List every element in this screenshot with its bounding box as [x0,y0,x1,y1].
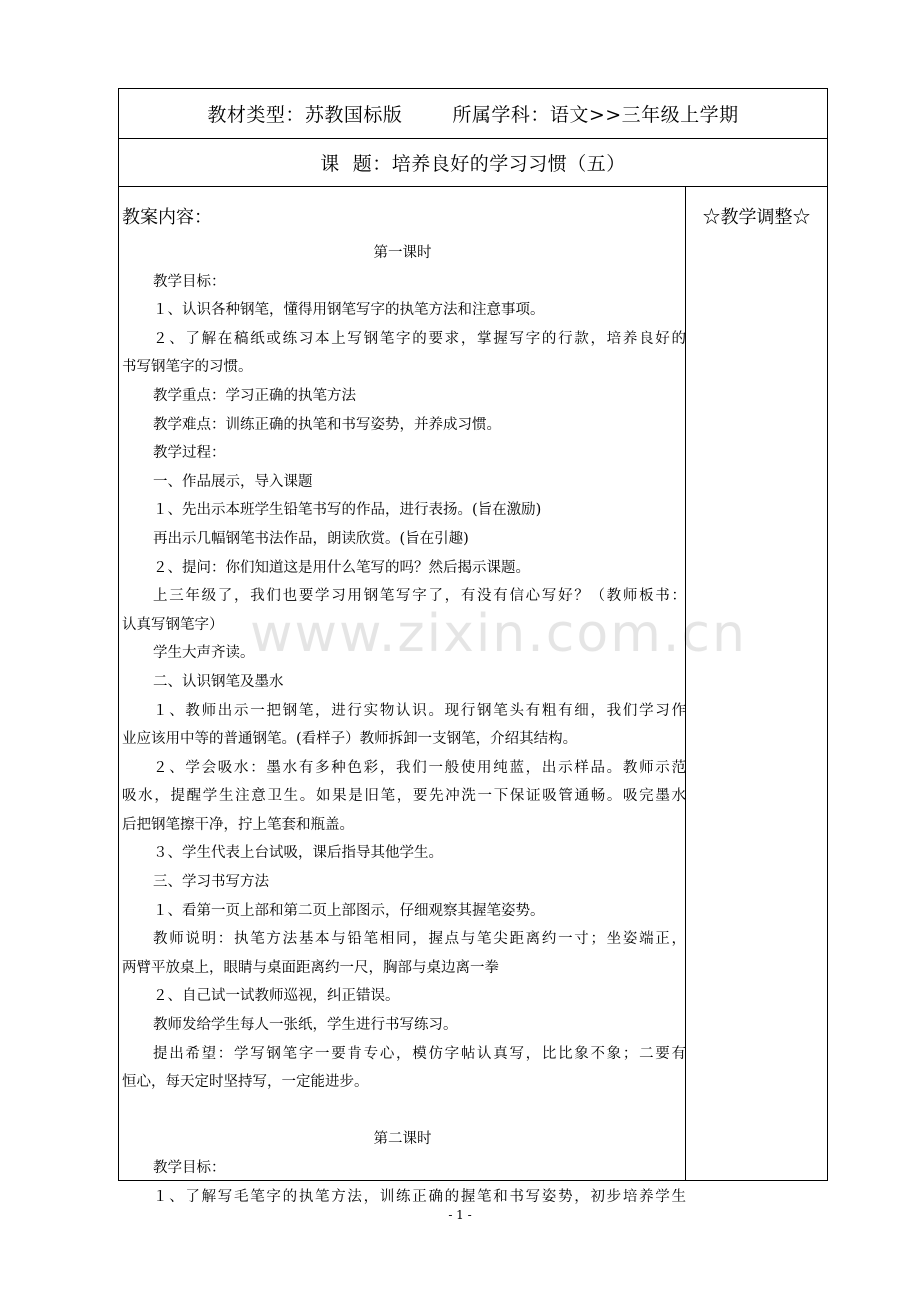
text-line: 教师发给学生每人一张纸，学生进行书写练习。 [153,1017,458,1034]
subject-label: 所属学科：语文>>三年级上学期 [452,104,739,126]
text-line: 教学重点：学习正确的执笔方法 [153,387,356,404]
text-line: ２、了解在稿纸或练习本上写钢笔字的要求，掌握写字的行款，培养良好的 [153,330,686,347]
adjustment-heading: ☆教学调整☆ [702,207,811,228]
lesson-text [119,239,686,1211]
text-line: １、了解写毛笔字的执笔方法，训练正确的握笔和书写姿势，初步培养学生 [153,1188,686,1205]
text-line: １、先出示本班学生铅笔书写的作品，进行表扬。(旨在激励) [153,502,542,519]
watermark: www.zixin.com.cn [250,604,747,664]
page-number: - 1 - [448,1208,472,1222]
material-type-label: 教材类型：苏教国标版 [207,104,403,126]
text-line: 再出示几幅钢笔书法作品，朗读欣赏。(旨在引趣) [153,530,469,547]
text-line: 吸水，提醒学生注意卫生。如果是旧笔，要先冲洗一下保证吸管通畅。吸完墨水 [122,788,686,805]
material-info-row [119,89,827,139]
text-line: ２、提问：你们知道这是用什么笔写的吗？然后揭示课题。 [153,559,530,576]
content-heading: 教案内容： [122,207,212,228]
teaching-adjustment-column [686,187,827,1180]
text-line: 三、学习书写方法 [153,874,269,891]
text-line: 学生大声齐读。 [153,645,255,662]
text-line: ２、学会吸水：墨水有多种色彩，我们一般使用纯蓝，出示样品。教师示范 [153,759,686,776]
text-line [119,1097,686,1126]
text-line: １、认识各种钢笔，懂得用钢笔写字的执笔方法和注意事项。 [153,302,545,319]
text-line: 教师说明：执笔方法基本与铅笔相同，握点与笔尖距离约一寸；坐姿端正， [153,931,686,948]
text-line: 教学难点：训练正确的执笔和书写姿势，并养成习惯。 [153,416,501,433]
text-line: 认真写钢笔字） [122,616,224,633]
topic-row [119,139,827,187]
text-line: 教学目标： [153,273,226,290]
lesson-body [119,187,827,1205]
text-line: 第二课时 [373,1131,432,1148]
text-line: 上三年级了，我们也要学习用钢笔写字了，有没有信心写好？（教师板书： [153,588,686,605]
text-line: 后把钢笔擦干净，拧上笔套和瓶盖。 [122,816,354,833]
text-line: 教学目标： [153,1160,226,1176]
text-line: 第一课时 [373,245,432,261]
text-line: ２、自己试一试教师巡视，纠正错误。 [153,988,400,1005]
text-line: 教学过程： [153,445,226,462]
text-line: 提出希望：学写钢笔字一要肯专心，模仿字帖认真写，比比象不象；二要有 [153,1045,686,1062]
text-line: 一、作品展示，导入课题 [153,473,313,490]
text-line: 业应该用中等的普通钢笔。(看样子）教师拆卸一支钢笔，介绍其结构。 [122,731,578,748]
text-line: １、教师出示一把钢笔，进行实物认识。现行钢笔头有粗有细，我们学习作 [153,702,686,719]
text-line: 恒心，每天定时坚持写，一定能进步。 [122,1074,369,1091]
text-line: １、看第一页上部和第二页上部图示，仔细观察其握笔姿势。 [153,902,545,919]
lesson-content-column [119,187,686,1205]
text-line: 二、认识钢笔及墨水 [153,673,284,690]
topic-title: 课 题：培养良好的学习习惯（五） [320,153,626,175]
text-line: ３、学生代表上台试吸，课后指导其他学生。 [153,845,443,862]
text-line: 两臂平放桌上，眼睛与桌面距离约一尺，胸部与桌边离一拳 [122,959,499,976]
lesson-plan-table [118,88,828,1205]
text-line: 书写钢笔字的习惯。 [122,359,253,376]
